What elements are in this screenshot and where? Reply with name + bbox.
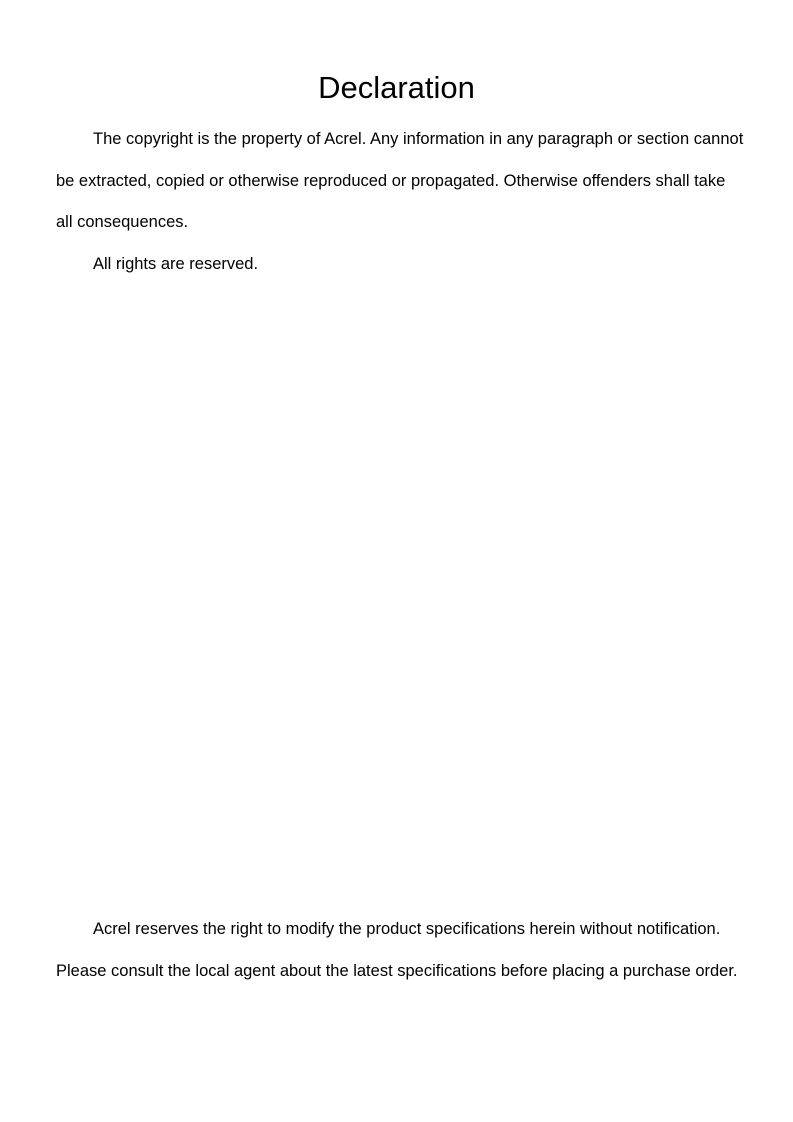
rights-reserved-paragraph: All rights are reserved. (93, 255, 259, 273)
page-title: Declaration (318, 70, 475, 105)
specifications-paragraph: Acrel reserves the right to modify the product specifications herein without notification. Please consult the local agent about the latest specifications before placing a purchase order. (56, 920, 738, 980)
copyright-paragraph: The copyright is the property of Acrel. Any information in any paragraph or section cannot be extracted, copied or otherwise reproduced or propagated. Otherwise offenders shall take all consequences. (56, 130, 744, 232)
